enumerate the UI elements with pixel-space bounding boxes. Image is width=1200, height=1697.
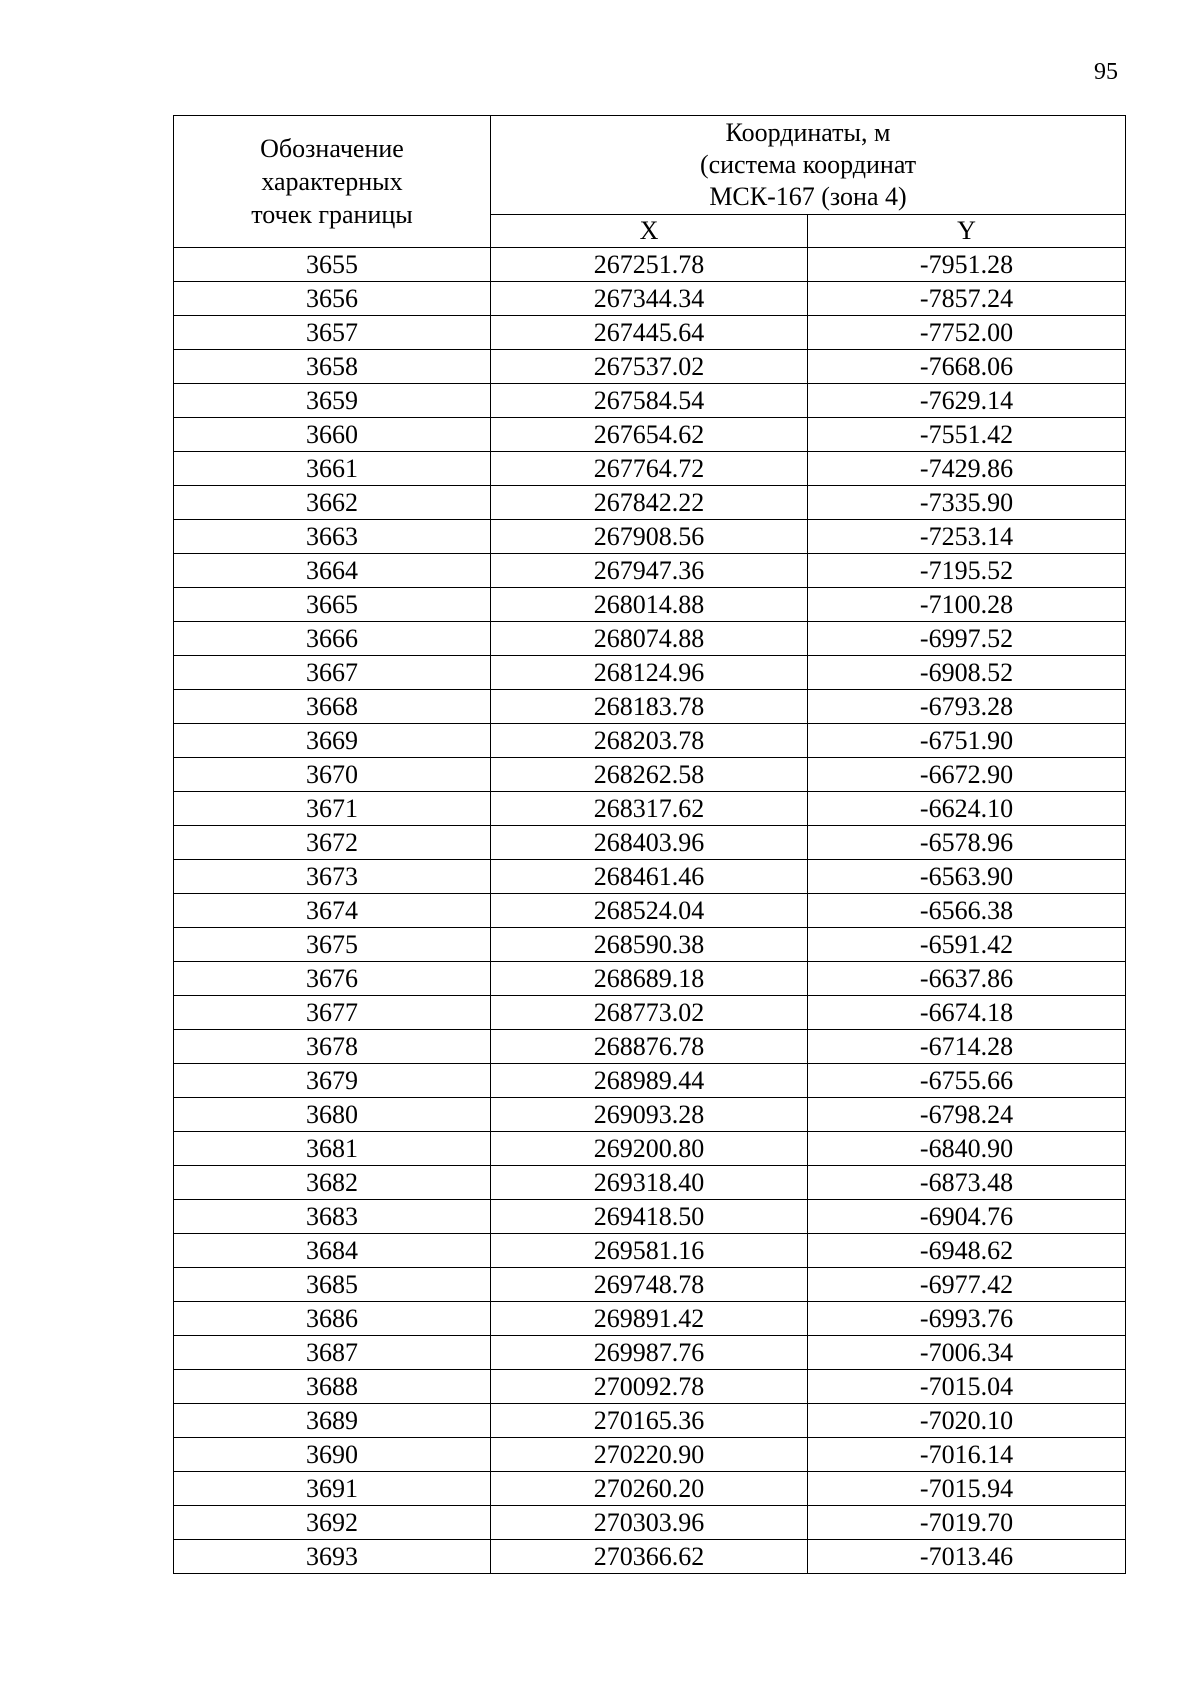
x-coordinate-cell: 267584.54 [491,384,808,418]
point-number-cell: 3659 [174,384,491,418]
table-row [174,792,1126,826]
x-coordinate-cell: 270092.78 [491,1370,808,1404]
y-coordinate-cell: -7668.06 [808,350,1126,384]
x-coordinate-cell: 269318.40 [491,1166,808,1200]
point-number-cell: 3674 [174,894,491,928]
table-row [174,996,1126,1030]
point-number-cell: 3655 [174,248,491,282]
point-number-cell: 3660 [174,418,491,452]
x-coordinate-cell: 269987.76 [491,1336,808,1370]
y-coordinate-cell: -7857.24 [808,282,1126,316]
point-number-cell: 3668 [174,690,491,724]
y-coordinate-cell: -6908.52 [808,656,1126,690]
x-coordinate-cell: 267537.02 [491,350,808,384]
x-coordinate-cell: 268074.88 [491,622,808,656]
x-coordinate-cell: 269891.42 [491,1302,808,1336]
table-row [174,1234,1126,1268]
y-coordinate-cell: -7551.42 [808,418,1126,452]
point-number-cell: 3658 [174,350,491,384]
table-row [174,962,1126,996]
y-coordinate-cell: -6637.86 [808,962,1126,996]
table-row [174,724,1126,758]
x-coordinate-cell: 269748.78 [491,1268,808,1302]
point-number-cell: 3692 [174,1506,491,1540]
point-number-cell: 3675 [174,928,491,962]
x-coordinate-cell: 268461.46 [491,860,808,894]
header-line: Обозначение [260,134,404,163]
x-coordinate-cell: 268203.78 [491,724,808,758]
x-coordinate-cell: 268524.04 [491,894,808,928]
header-line: (система координат [699,150,917,179]
x-coordinate-cell: 268773.02 [491,996,808,1030]
x-coordinate-cell: 267344.34 [491,282,808,316]
table-row [174,928,1126,962]
table-row [174,656,1126,690]
x-coordinate-cell: 268124.96 [491,656,808,690]
table-row [174,1132,1126,1166]
point-number-cell: 3690 [174,1438,491,1472]
y-coordinate-cell: -6578.96 [808,826,1126,860]
table-row [174,826,1126,860]
x-coordinate-cell: 268989.44 [491,1064,808,1098]
y-coordinate-cell: -7013.46 [808,1540,1126,1574]
x-coordinate-cell: 268014.88 [491,588,808,622]
y-coordinate-cell: -6977.42 [808,1268,1126,1302]
point-number-cell: 3657 [174,316,491,350]
y-coordinate-cell: -7253.14 [808,520,1126,554]
point-number-cell: 3693 [174,1540,491,1574]
point-number-cell: 3666 [174,622,491,656]
point-number-cell: 3673 [174,860,491,894]
point-designation-header [174,116,491,248]
point-number-cell: 3663 [174,520,491,554]
point-number-cell: 3664 [174,554,491,588]
y-coordinate-cell: -6997.52 [808,622,1126,656]
table-body [174,248,1126,1574]
point-number-cell: 3684 [174,1234,491,1268]
x-column-header: X [491,215,808,248]
y-coordinate-cell: -6873.48 [808,1166,1126,1200]
table-row [174,384,1126,418]
table-row [174,418,1126,452]
y-coordinate-cell: -6798.24 [808,1098,1126,1132]
x-coordinate-cell: 267842.22 [491,486,808,520]
y-coordinate-cell: -7951.28 [808,248,1126,282]
y-column-header: Y [808,215,1126,248]
y-coordinate-cell: -7629.14 [808,384,1126,418]
table-row [174,1302,1126,1336]
y-coordinate-cell: -6674.18 [808,996,1126,1030]
x-coordinate-cell: 268183.78 [491,690,808,724]
point-number-cell: 3665 [174,588,491,622]
table-row [174,1336,1126,1370]
point-number-cell: 3671 [174,792,491,826]
y-coordinate-cell: -7015.94 [808,1472,1126,1506]
x-coordinate-cell: 270260.20 [491,1472,808,1506]
point-number-cell: 3682 [174,1166,491,1200]
table-row [174,1268,1126,1302]
table-row [174,554,1126,588]
table-row [174,1098,1126,1132]
x-coordinate-cell: 270220.90 [491,1438,808,1472]
point-number-cell: 3679 [174,1064,491,1098]
x-coordinate-cell: 267445.64 [491,316,808,350]
point-number-cell: 3662 [174,486,491,520]
y-coordinate-cell: -7015.04 [808,1370,1126,1404]
y-coordinate-cell: -6751.90 [808,724,1126,758]
y-coordinate-cell: -7020.10 [808,1404,1126,1438]
table-row [174,1540,1126,1574]
point-number-cell: 3670 [174,758,491,792]
x-coordinate-cell: 268403.96 [491,826,808,860]
table-row [174,520,1126,554]
x-coordinate-cell: 269093.28 [491,1098,808,1132]
coordinates-table [173,115,1126,1574]
x-coordinate-cell: 270366.62 [491,1540,808,1574]
x-coordinate-cell: 267764.72 [491,452,808,486]
x-coordinate-cell: 268262.58 [491,758,808,792]
y-coordinate-cell: -7016.14 [808,1438,1126,1472]
point-number-cell: 3686 [174,1302,491,1336]
y-coordinate-cell: -6993.76 [808,1302,1126,1336]
y-coordinate-cell: -7429.86 [808,452,1126,486]
x-coordinate-cell: 267251.78 [491,248,808,282]
y-coordinate-cell: -6624.10 [808,792,1126,826]
header-line: характерных [261,167,403,196]
point-number-cell: 3656 [174,282,491,316]
point-number-cell: 3672 [174,826,491,860]
table-row [174,622,1126,656]
point-number-cell: 3689 [174,1404,491,1438]
table-header [174,116,1126,248]
y-coordinate-cell: -6672.90 [808,758,1126,792]
y-coordinate-cell: -6948.62 [808,1234,1126,1268]
table-row [174,1472,1126,1506]
y-coordinate-cell: -6563.90 [808,860,1126,894]
table-row [174,588,1126,622]
point-number-cell: 3691 [174,1472,491,1506]
y-coordinate-cell: -6793.28 [808,690,1126,724]
table-row [174,894,1126,928]
header-line: точек границы [251,200,413,229]
point-number-cell: 3685 [174,1268,491,1302]
y-coordinate-cell: -6755.66 [808,1064,1126,1098]
table-row [174,690,1126,724]
x-coordinate-cell: 268590.38 [491,928,808,962]
table-row [174,282,1126,316]
table-row [174,248,1126,282]
header-line: Координаты, м [725,118,891,147]
point-number-cell: 3687 [174,1336,491,1370]
point-number-cell: 3683 [174,1200,491,1234]
table-row [174,1030,1126,1064]
x-coordinate-cell: 268317.62 [491,792,808,826]
table-row [174,860,1126,894]
y-coordinate-cell: -6566.38 [808,894,1126,928]
y-coordinate-cell: -7019.70 [808,1506,1126,1540]
x-coordinate-cell: 268689.18 [491,962,808,996]
table-row [174,316,1126,350]
x-coordinate-cell: 270303.96 [491,1506,808,1540]
x-coordinate-cell: 267908.56 [491,520,808,554]
table-row [174,452,1126,486]
page-number: 95 [1094,59,1118,85]
table-row [174,1200,1126,1234]
x-coordinate-cell: 267654.62 [491,418,808,452]
header-line: МСК-167 (зона 4) [709,182,907,211]
y-coordinate-cell: -6840.90 [808,1132,1126,1166]
y-coordinate-cell: -7100.28 [808,588,1126,622]
x-coordinate-cell: 270165.36 [491,1404,808,1438]
table-row [174,1506,1126,1540]
coordinates-group-header [491,116,1126,215]
y-coordinate-cell: -6904.76 [808,1200,1126,1234]
table-row [174,1064,1126,1098]
table-row [174,1166,1126,1200]
y-coordinate-cell: -7335.90 [808,486,1126,520]
x-coordinate-cell: 269581.16 [491,1234,808,1268]
point-number-cell: 3680 [174,1098,491,1132]
table-row [174,350,1126,384]
x-coordinate-cell: 269200.80 [491,1132,808,1166]
point-number-cell: 3688 [174,1370,491,1404]
x-coordinate-cell: 269418.50 [491,1200,808,1234]
point-number-cell: 3676 [174,962,491,996]
point-number-cell: 3681 [174,1132,491,1166]
y-coordinate-cell: -7752.00 [808,316,1126,350]
table-row [174,1438,1126,1472]
point-number-cell: 3667 [174,656,491,690]
x-coordinate-cell: 267947.36 [491,554,808,588]
table-row [174,758,1126,792]
point-number-cell: 3677 [174,996,491,1030]
table-row [174,486,1126,520]
y-coordinate-cell: -7006.34 [808,1336,1126,1370]
point-number-cell: 3678 [174,1030,491,1064]
table-row [174,1404,1126,1438]
table-row [174,1370,1126,1404]
x-coordinate-cell: 268876.78 [491,1030,808,1064]
y-coordinate-cell: -7195.52 [808,554,1126,588]
y-coordinate-cell: -6591.42 [808,928,1126,962]
point-number-cell: 3661 [174,452,491,486]
point-number-cell: 3669 [174,724,491,758]
y-coordinate-cell: -6714.28 [808,1030,1126,1064]
